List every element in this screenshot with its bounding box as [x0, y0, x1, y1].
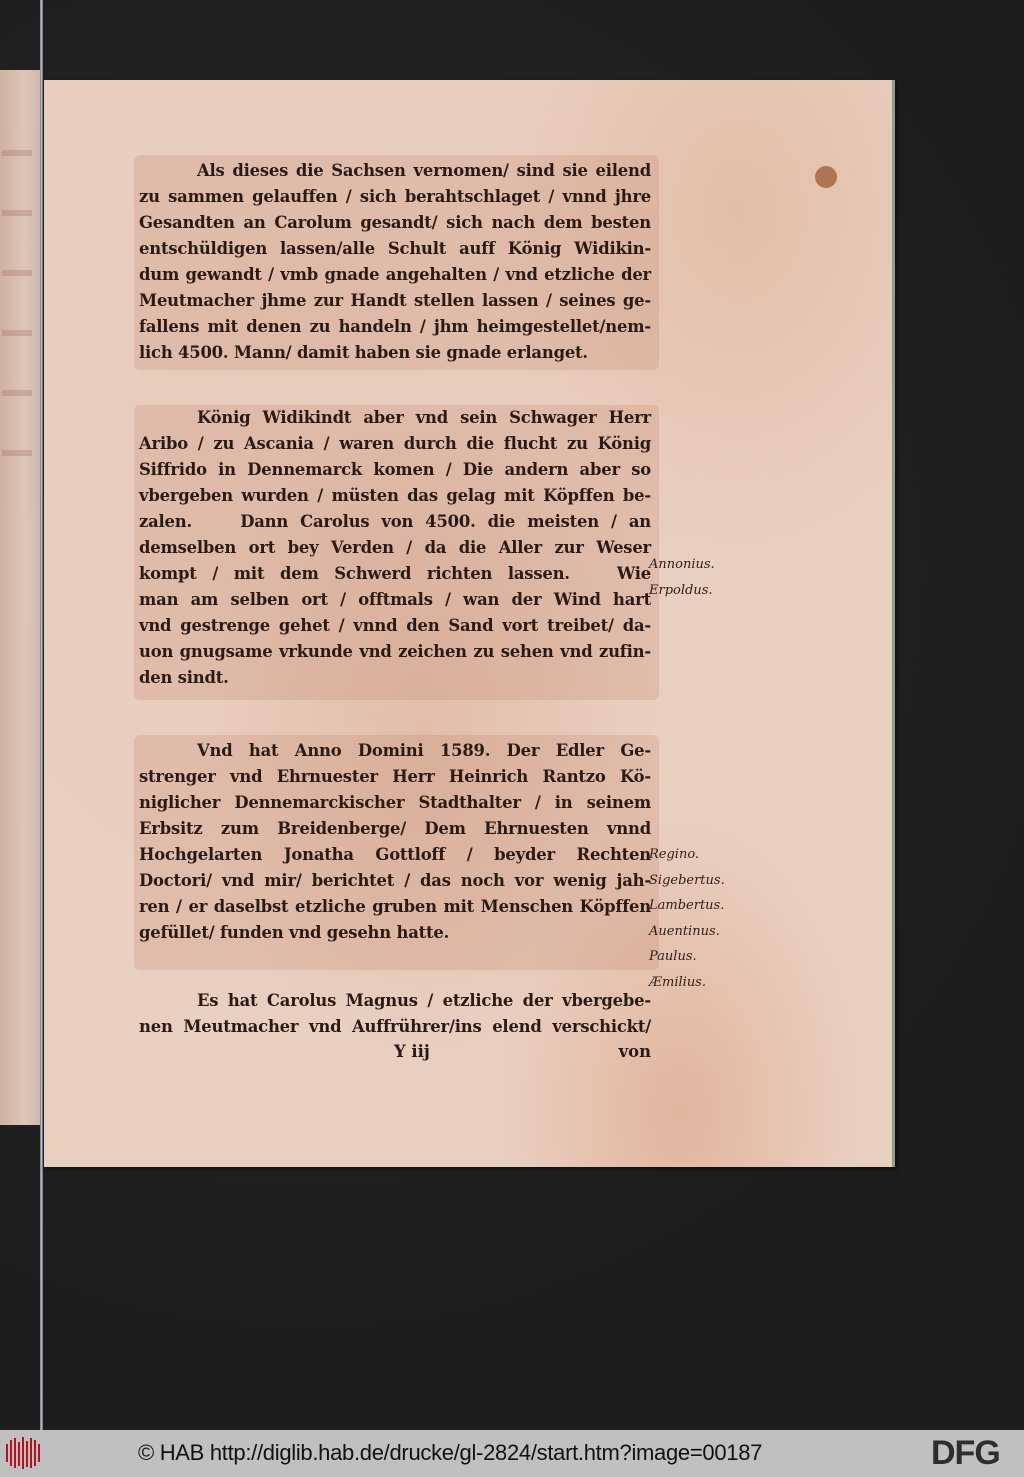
text-line: König Widikindt aber vnd sein Schwager Herr — [197, 408, 651, 427]
dfg-logo[interactable]: DFG — [931, 1434, 1000, 1472]
text-line: strenger vnd Ehrnuester Herr Heinrich Rantzo Kö- — [139, 767, 651, 786]
paragraph-2 — [139, 405, 651, 691]
text-line: zu sammen gelauffen / sich berahtschlaget / vnnd jhre — [139, 187, 651, 206]
text-line: uon gnugsame vrkunde vnd zeichen zu sehen vnd zufin- — [139, 642, 651, 661]
text-line: Es hat Carolus Magnus / etzliche der vbergebe- — [197, 991, 651, 1010]
page-gutter-line — [40, 0, 43, 1430]
text-line: fallens mit denen zu handeln / jhm heimgestellet/nem- — [139, 317, 651, 336]
marginal-notes-1 — [649, 552, 715, 603]
text-line: Als dieses die Sachsen vernomen/ sind sie eilend — [197, 161, 651, 180]
marginal-note: Regino. — [649, 847, 700, 862]
ink-stain — [815, 166, 837, 188]
marginal-note: Sigebertus. — [649, 872, 725, 888]
book-page — [44, 80, 895, 1167]
marginal-note: Auentinus. — [649, 923, 720, 939]
signature-mark: Y iij — [394, 1042, 430, 1061]
text-line: man am selben ort / offtmals / wan der Wind hart — [139, 590, 651, 609]
text-line: nen Meutmacher vnd Auffrührer/ins elend verschickt/ — [139, 1017, 651, 1036]
text-line: ren / er daselbst etzliche gruben mit Menschen Köpffen — [139, 897, 651, 916]
text-line: Doctori/ vnd mir/ berichtet / das noch vor wenig jah- — [139, 871, 651, 890]
marginal-note: Annonius. — [649, 557, 715, 572]
text-line: Hochgelarten Jonatha Gottloff / beyder Rechten — [139, 845, 651, 864]
text-line: den sindt. — [139, 668, 229, 687]
marginal-note: Paulus. — [649, 949, 697, 964]
catchword: von — [618, 1042, 651, 1061]
footer-bar — [0, 1430, 1024, 1477]
text-line: niglicher Dennemarckischer Stadthalter / in seinem — [139, 793, 651, 812]
paragraph-1 — [139, 158, 651, 366]
text-line: Erbsitz zum Breidenberge/ Dem Ehrnuesten vnnd — [139, 819, 651, 838]
text-line: dum gewandt / vmb gnade angehalten / vnd etzliche der — [139, 265, 651, 284]
text-line: Meutmacher jhme zur Handt stellen lassen / seines ge- — [139, 291, 651, 310]
copyright-url[interactable]: © HAB http://diglib.hab.de/drucke/gl-2824/start.htm?image=00187 — [138, 1440, 763, 1465]
text-line: Siffrido in Dennemarck komen / Die andern aber so — [139, 460, 651, 479]
marginal-note: Erpoldus. — [649, 582, 713, 598]
previous-page-edge — [0, 70, 40, 1125]
paragraph-4 — [139, 988, 651, 1040]
text-line: Gesandten an Carolum gesandt/ sich nach dem besten — [139, 213, 651, 232]
hab-logo-icon[interactable] — [4, 1436, 44, 1470]
marginal-note: Lambertus. — [649, 898, 725, 913]
paragraph-3 — [139, 738, 651, 946]
text-line: vnd gestrenge gehet / vnnd den Sand vort treibet/ da- — [139, 616, 651, 635]
text-line: zalen. Dann Carolus von 4500. die meisten / an — [139, 512, 651, 531]
text-line: vbergeben wurden / müsten das gelag mit Köpffen be- — [139, 486, 651, 505]
marginal-note: Æmilius. — [649, 974, 706, 990]
text-line: entschüldigen lassen/alle Schult auff König Widikin- — [139, 239, 651, 258]
page-catchline — [139, 1042, 651, 1068]
text-line: lich 4500. Mann/ damit haben sie gnade erlanget. — [139, 343, 588, 362]
text-line: Aribo / zu Ascania / waren durch die flucht zu König — [139, 434, 651, 453]
text-line: Vnd hat Anno Domini 1589. Der Edler Ge- — [197, 741, 651, 760]
text-line: gefüllet/ funden vnd gesehn hatte. — [139, 923, 450, 942]
text-line: demselben ort bey Verden / da die Aller zur Weser — [139, 538, 651, 557]
marginal-notes-2 — [649, 842, 725, 995]
text-line: kompt / mit dem Schwerd richten lassen. Wie — [139, 564, 651, 583]
